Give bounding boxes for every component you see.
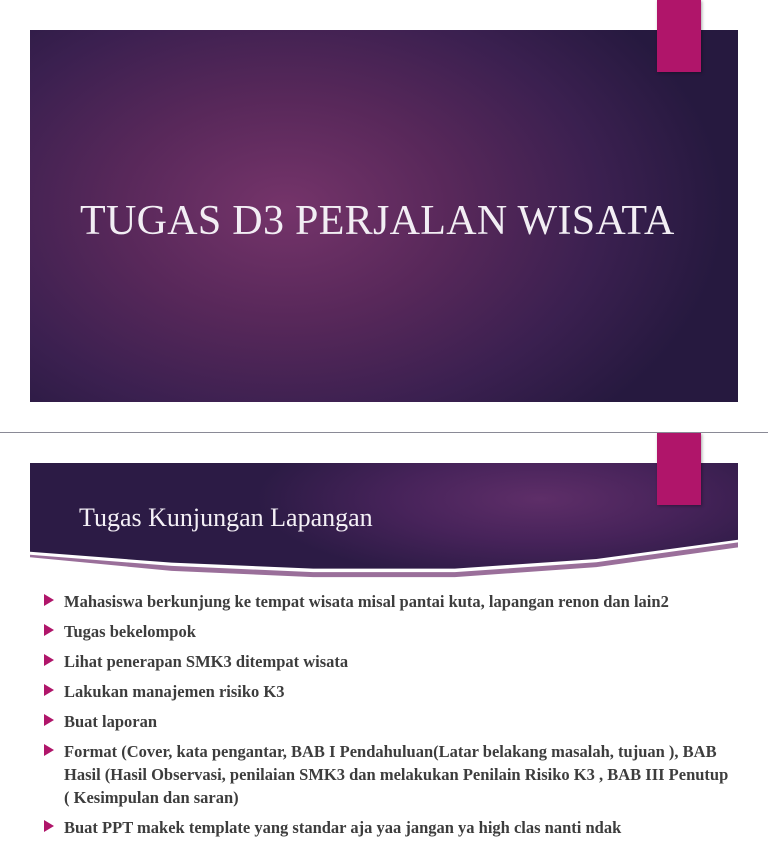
bullet-arrow-icon: [44, 820, 54, 832]
bullet-arrow-icon: [44, 684, 54, 696]
slide-title: TUGAS D3 PERJALAN WISATA: [80, 198, 675, 244]
list-item: [44, 710, 734, 733]
list-item: [44, 816, 734, 839]
slide-1[interactable]: [0, 0, 768, 432]
bullet-arrow-icon: [44, 744, 54, 756]
slide-2[interactable]: [0, 433, 768, 866]
list-item: [44, 650, 734, 673]
bullet-arrow-icon: [44, 654, 54, 666]
bullet-text: Buat PPT makek template yang standar aja yaa jangan ya high clas nanti ndak: [64, 818, 622, 837]
accent-tab: [657, 0, 701, 72]
bullet-text: Lakukan manajemen risiko K3: [64, 682, 285, 701]
bullet-text: Lihat penerapan SMK3 ditempat wisata: [64, 652, 349, 671]
bullet-text: Mahasiswa berkunjung ke tempat wisata misal pantai kuta, lapangan renon dan lain2: [64, 592, 669, 611]
list-item: [44, 680, 734, 703]
list-item: [44, 620, 734, 643]
bullet-arrow-icon: [44, 624, 54, 636]
section-title: Tugas Kunjungan Lapangan: [79, 503, 373, 532]
list-item: [44, 740, 734, 809]
list-item: [44, 590, 734, 613]
bullet-text: Buat laporan: [64, 712, 158, 731]
bullet-text: Tugas bekelompok: [64, 622, 196, 641]
bullet-arrow-icon: [44, 594, 54, 606]
bullet-list: [44, 590, 734, 846]
bullet-arrow-icon: [44, 714, 54, 726]
bullet-text: Format (Cover, kata pengantar, BAB I Pendahuluan(Latar belakang masalah, tujuan ), BAB Hasil (Hasil Observasi, penilaian SMK3 dan melakukan Penilain Risiko K3 , BAB III Penutup ( Kesimpulan dan saran): [64, 742, 729, 807]
accent-tab: [657, 433, 701, 505]
